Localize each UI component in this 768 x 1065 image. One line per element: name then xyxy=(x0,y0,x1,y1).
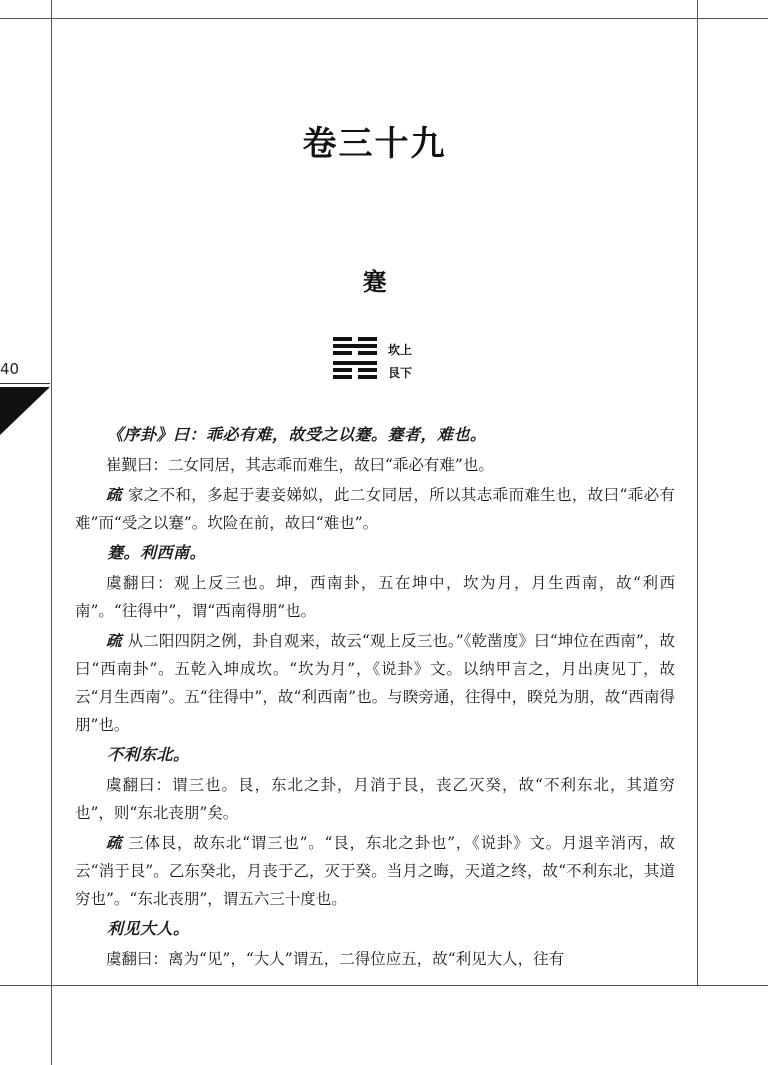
commentary-paragraph xyxy=(75,627,675,739)
paragraph-text: 虞翻曰：观上反三也。坤，西南卦，五在坤中，坎为月，月生西南，故“利西南”。“往得中”，谓“西南得朋”也。 xyxy=(75,574,675,620)
classic-text-paragraph xyxy=(75,741,675,769)
commentary-paragraph xyxy=(75,945,675,973)
commentary-paragraph xyxy=(75,481,675,537)
paragraph-text: 崔觐曰：二女同居，其志乖而难生，故曰“乖必有难”也。 xyxy=(106,456,494,474)
paragraph-text: 家之不和，多起于妻妾娣姒，此二女同居，所以其志乖而难生也，故曰“乖必有难”而“受之以蹇”。坎险在前，故曰“难也”。 xyxy=(75,486,675,532)
commentary-paragraph xyxy=(75,771,675,827)
margin-page-number: 40 xyxy=(0,360,20,378)
commentary-label: 疏 xyxy=(106,485,122,504)
hexagram-line-yang xyxy=(333,361,377,365)
paragraph-text: 不利东北。 xyxy=(107,745,190,764)
trigram-upper-label: 坎上 xyxy=(388,343,413,357)
classic-text-paragraph xyxy=(75,421,675,449)
top-crop-line xyxy=(0,18,768,19)
body-text xyxy=(75,421,675,975)
paragraph-text: 利见大人。 xyxy=(107,919,190,938)
hexagram-line-yang xyxy=(333,344,377,348)
commentary-paragraph xyxy=(75,829,675,913)
hexagram-line-yin xyxy=(333,368,377,372)
paragraph-text: 虞翻曰：离为“见”，“大人”谓五，二得位应五，故“利见大人，往有 xyxy=(106,950,565,968)
right-crop-line xyxy=(697,0,698,985)
hexagram-name: 蹇 xyxy=(362,268,387,296)
paragraph-text: 三体艮，故东北“谓三也”。“艮，东北之卦也”，《说卦》文。月退辛消丙，故云“消于艮”。乙东癸北，月丧于乙，灭于癸。当月之晦，天道之终，故“不利东北，其道穷也”。“东北丧朋”，谓五六三十度也。 xyxy=(75,834,675,908)
trigram-lower-label: 艮下 xyxy=(388,366,413,380)
commentary-paragraph xyxy=(75,569,675,625)
hexagram-symbol xyxy=(333,337,377,382)
hexagram-line-yin xyxy=(333,351,377,355)
hexagram-line-yin xyxy=(333,375,377,379)
paragraph-text: 《序卦》曰：乖必有难，故受之以蹇。蹇者，难也。 xyxy=(107,425,487,444)
trigram-labels xyxy=(388,339,412,385)
hexagram-line-yin xyxy=(333,337,377,341)
classic-text-paragraph xyxy=(75,915,675,943)
margin-tab-line xyxy=(0,383,50,384)
volume-title: 卷三十九 xyxy=(302,124,447,164)
commentary-paragraph xyxy=(75,451,675,479)
classic-text-paragraph xyxy=(75,539,675,567)
paragraph-text: 虞翻曰：谓三也。艮，东北之卦，月消于艮，丧乙灭癸，故“不利东北，其道穷也”，则“东北丧朋”矣。 xyxy=(75,776,675,822)
bottom-crop-line xyxy=(0,985,768,986)
commentary-label: 疏 xyxy=(106,833,123,852)
paragraph-text: 从二阳四阴之例，卦自观来，故云“观上反三也。”《乾凿度》曰“坤位在西南”，故曰“西南卦”。五乾入坤成坎。“坎为月”，《说卦》文。以纳甲言之，月出庚见丁，故云“月生西南”。五“往得中”，故“利西南”也。与睽旁通，往得中，睽兑为朋，故“西南得朋”也。 xyxy=(75,632,675,734)
paragraph-text: 蹇。利西南。 xyxy=(107,543,207,562)
margin-tab-wedge xyxy=(0,387,50,435)
commentary-label: 疏 xyxy=(106,631,122,650)
